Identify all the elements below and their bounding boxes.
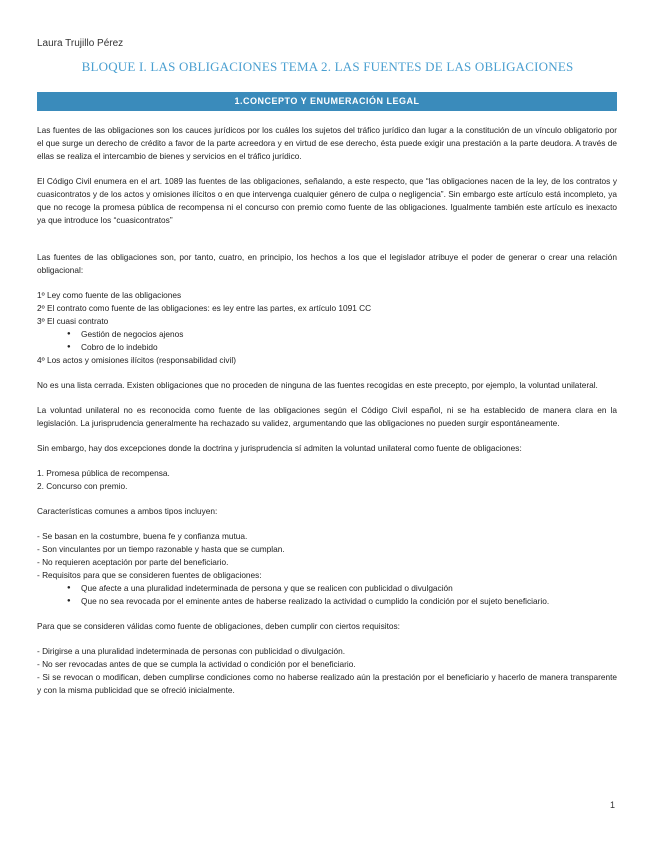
- list-item: 4º Los actos y omisiones ilícitos (responsabilidad civil): [37, 355, 237, 365]
- sources-list: [37, 289, 617, 367]
- list-item: 3º El cuasi contrato: [37, 316, 109, 326]
- author-name: Laura Trujillo Pérez: [37, 38, 124, 49]
- list-item: - Son vinculantes por un tiempo razonable y hasta que se cumplan.: [37, 544, 285, 554]
- list-item: 1. Promesa pública de recompensa.: [37, 468, 170, 478]
- list-item: - Dirigirse a una pluralidad indeterminada de personas con publicidad o divulgación.: [37, 646, 346, 656]
- list-subitem: ● Gestión de negocios ajenos: [67, 328, 617, 341]
- paragraph-four-sources: Las fuentes de las obligaciones son, por tanto, cuatro, en principio, los hechos a los que el legislador atribuye el poder de generar o crear una relación obligacional:: [37, 252, 617, 275]
- document-body: [37, 124, 617, 697]
- paragraph-exceptions: Sin embargo, hay dos excepciones donde la doctrina y jurisprudencia sí admiten la voluntad unilateral como fuente de obligaciones:: [37, 443, 522, 453]
- list-item: - No ser revocadas antes de que se cumpla la actividad o condición por el beneficiario.: [37, 659, 356, 669]
- list-item: 2. Concurso con premio.: [37, 481, 128, 491]
- paragraph-unilateral-will: La voluntad unilateral no es reconocida como fuente de las obligaciones según el Código Civil español, ni se ha establecido de manera clara en la legislación. La jurisprudencia generalmente ha rechazado su validez, argumentando que las obligaciones no pueden surgir espontáneamente.: [37, 405, 617, 428]
- section-heading: 1.CONCEPTO Y ENUMERACIÓN LEGAL: [37, 92, 617, 111]
- paragraph-definition: Las fuentes de las obligaciones son los cauces jurídicos por los cuáles los sujetos del tráfico jurídico dan lugar a la constitución de un vínculo obligatorio por el que surge un derecho de crédito a favor de la parte acreedora y en virtud de ese derecho, ésta puede exigir una prestación a la parte deudora. A través de ellas se realiza el intercambio de bienes y servicios en el tráfico jurídico.: [37, 125, 617, 161]
- page-number: 1: [609, 800, 615, 810]
- list-item: - No requieren aceptación por parte del beneficiario.: [37, 557, 229, 567]
- list-subitem: ● Que no sea revocada por el eminente antes de haberse realizado la actividad o cumplido la condición por el sujeto beneficiario.: [67, 595, 617, 608]
- paragraph-requirements: Para que se consideren válidas como fuente de obligaciones, deben cumplir con ciertos requisitos:: [37, 621, 400, 631]
- paragraph-characteristics: Características comunes a ambos tipos incluyen:: [37, 506, 218, 516]
- list-subitem: ● Cobro de lo indebido: [67, 341, 617, 354]
- list-item: 2º El contrato como fuente de las obligaciones: es ley entre las partes, ex artículo 1091 CC: [37, 303, 372, 313]
- list-subitem: ● Que afecte a una pluralidad indeterminada de persona y que se realicen con publicidad o divulgación: [67, 582, 617, 595]
- list-item: - Requisitos para que se consideren fuentes de obligaciones:: [37, 570, 262, 580]
- document-title: BLOQUE I. LAS OBLIGACIONES TEMA 2. LAS FUENTES DE LAS OBLIGACIONES: [81, 59, 574, 74]
- paragraph-not-closed-list: No es una lista cerrada. Existen obligaciones que no proceden de ninguna de las fuentes recogidas en este precepto, por ejemplo, la voluntad unilateral.: [37, 380, 598, 390]
- characteristics-list: [37, 530, 617, 608]
- list-item: 1º Ley como fuente de las obligaciones: [37, 290, 182, 300]
- exceptions-list: [37, 467, 617, 493]
- requirements-list: [37, 645, 617, 697]
- paragraph-art-1089: El Código Civil enumera en el art. 1089 las fuentes de las obligaciones, señalando, a este respecto, que “las obligaciones nacen de la ley, de los contratos y cuasicontratos y de los actos y omisiones ilícitos o en que intervenga cualquier género de culpa o negligencia”. Sin embargo este artículo está incompleto, ya que no recoge la promesa pública de recompensa ni el concurso con premio como fuente de las obligaciones. Igualmente también este artículo es inexacto ya que introduce los “cuasicontratos”: [37, 176, 617, 225]
- list-item: - Si se revocan o modifican, deben cumplirse condiciones como no haberse realizado aún la prestación por el beneficiario y hacerlo de manera transparente y con la misma publicidad que se ofreció inicialmente.: [37, 672, 617, 695]
- list-item: - Se basan en la costumbre, buena fe y confianza mutua.: [37, 531, 248, 541]
